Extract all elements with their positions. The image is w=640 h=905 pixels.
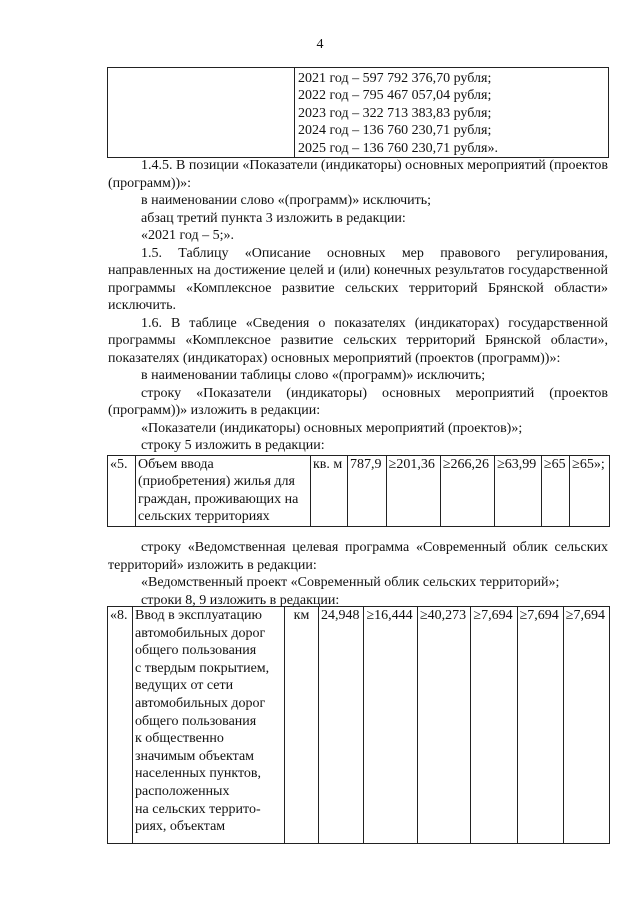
paragraph: 1.5. Таблицу «Описание основных мер правового регулирования, направленных на достижение целей и (или) конечных результатов государственной программы «Комплексное развитие сельских территорий Брянской области» исключить.: [108, 245, 608, 313]
row-value-cell: 787,9: [348, 456, 387, 527]
row-unit: кв. м: [311, 456, 348, 527]
row-value-cell: ≥40,273: [417, 607, 470, 844]
funding-year-line: 2024 год – 136 760 230,71 рубля;: [298, 123, 492, 139]
row-value-cell: ≥63,99: [495, 456, 542, 527]
row-value-cell: ≥201,36: [386, 456, 440, 527]
paragraph: «2021 год – 5;».: [141, 228, 235, 243]
row-unit: км: [285, 607, 319, 844]
text-block-1: [108, 157, 608, 455]
funding-table-empty-cell: [108, 68, 295, 158]
row-value-cell: ≥65»;: [570, 456, 610, 527]
row-indicator-name: Ввод в эксплуатацию автомобильных дорог общего пользования с твердым покрытием, ведущих от сети автомобильных дорог общего пользования к общественно значимым объектам населенных пунктов, расположенных на сельских террито- риях, объектам: [133, 607, 285, 844]
indicator-row-8-table: [107, 606, 610, 844]
funding-year-line: 2021 год – 597 792 376,70 рубля;: [298, 71, 492, 86]
paragraph: 1.4.5. В позиции «Показатели (индикаторы) основных мероприятий (проектов (программ))»:: [108, 158, 609, 191]
row-value-cell: 24,948: [319, 607, 364, 844]
page-number: 4: [316, 37, 324, 52]
row-indicator-name: Объем ввода (приобретения) жилья для граждан, проживающих на сельских территориях: [136, 456, 311, 527]
funding-year-line: 2023 год – 322 713 383,83 рубля;: [298, 105, 492, 121]
row-value-cell: ≥7,694: [471, 607, 517, 844]
row-number: «5.: [108, 456, 136, 527]
row-value-cell: ≥65: [541, 456, 569, 527]
paragraph: «Показатели (индикаторы) основных мероприятий (проектов)»;: [141, 420, 523, 436]
paragraph: абзац третий пункта 3 изложить в редакции:: [141, 210, 406, 226]
paragraph: строки 8, 9 изложить в редакции:: [141, 592, 340, 608]
row-value-cell: ≥7,694: [517, 607, 563, 844]
paragraph: строку 5 изложить в редакции:: [141, 438, 325, 453]
paragraph: в наименовании таблицы слово «(программ)» исключить;: [141, 368, 486, 383]
paragraph: «Ведомственный проект «Современный облик сельских территорий»;: [141, 575, 560, 590]
funding-year-line: 2022 год – 795 467 057,04 рубля;: [298, 88, 492, 104]
row-number: «8.: [108, 607, 133, 844]
row-value-cell: ≥7,694: [563, 607, 609, 844]
funding-table: [107, 67, 609, 158]
indicator-row-5-table: [107, 455, 610, 527]
paragraph: 1.6. В таблице «Сведения о показателях (индикаторах) государственной программы «Комплексное развитие сельских территорий Брянской области», показателях (индикаторах) основных мероприятий (проектов (программ))»:: [108, 315, 608, 366]
paragraph: строку «Ведомственная целевая программа «Современный облик сельских территорий» изложить в редакции:: [108, 540, 608, 573]
table-row: [108, 456, 610, 527]
funding-years-cell: [295, 68, 609, 158]
text-block-2: [108, 539, 608, 609]
funding-year-line: 2025 год – 136 760 230,71 рубля».: [298, 140, 498, 156]
row-value-cell: ≥266,26: [440, 456, 494, 527]
table-row: [108, 607, 610, 844]
paragraph: строку «Показатели (индикаторы) основных мероприятий (проектов (программ))» изложить в редакции:: [108, 385, 608, 418]
paragraph: в наименовании слово «(программ)» исключить;: [141, 193, 432, 208]
row-value-cell: ≥16,444: [364, 607, 417, 844]
